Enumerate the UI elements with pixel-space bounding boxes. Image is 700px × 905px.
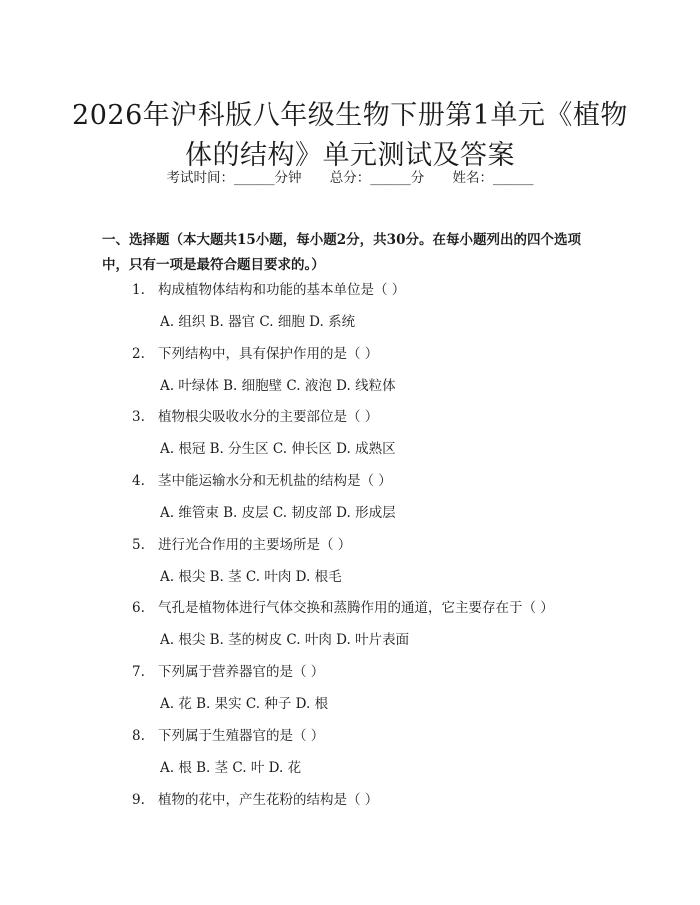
question-item <box>0 407 700 471</box>
question-options: A. 根 B. 茎 C. 叶 D. 花 <box>160 759 302 776</box>
question-text: 进行光合作用的主要场所是（ ） <box>158 536 352 553</box>
question-stem <box>132 662 324 682</box>
question-stem <box>132 598 554 618</box>
question-item <box>0 662 700 726</box>
question-number: 5. <box>132 536 145 553</box>
student-name-field: 姓名：______ <box>452 170 534 186</box>
question-text: 下列属于营养器官的是（ ） <box>158 664 325 681</box>
question-stem <box>132 344 378 364</box>
question-number: 9. <box>132 791 145 808</box>
question-item <box>0 535 700 599</box>
question-options: A. 根尖 B. 茎 C. 叶肉 D. 根毛 <box>160 568 342 585</box>
question-options: A. 花 B. 果实 C. 种子 D. 根 <box>160 696 329 713</box>
question-stem <box>132 280 405 300</box>
section-heading-multiple-choice: 一、选择题（本大题共15小题，每小题2分，共30分。在每小题列出的四个选项中，只有一项是最符合题目要求的。） <box>102 232 581 273</box>
question-options: A. 维管束 B. 皮层 C. 韧皮部 D. 形成层 <box>160 505 396 522</box>
question-number: 1. <box>132 282 145 298</box>
total-score-field: 总分：______分 <box>329 170 425 186</box>
question-item <box>0 344 700 408</box>
question-text: 构成植物体结构和功能的基本单位是（ ） <box>158 282 406 298</box>
question-text: 下列属于生殖器官的是（ ） <box>158 727 325 744</box>
question-stem <box>132 535 351 555</box>
exam-time-field: 考试时间：______分钟 <box>166 170 302 186</box>
question-text: 植物根尖吸收水分的主要部位是（ ） <box>158 409 379 426</box>
question-item <box>0 471 700 535</box>
question-stem <box>132 407 378 427</box>
question-number: 8. <box>132 727 145 744</box>
question-options: A. 根尖 B. 茎的树皮 C. 叶肉 D. 叶片表面 <box>160 632 410 649</box>
question-number: 6. <box>132 600 145 617</box>
question-stem <box>132 471 392 491</box>
question-item <box>0 726 700 790</box>
question-options: A. 组织 B. 器官 C. 细胞 D. 系统 <box>160 314 356 330</box>
question-list <box>0 280 700 853</box>
question-text: 气孔是植物体进行气体交换和蒸腾作用的通道，它主要存在于（ ） <box>158 600 554 617</box>
question-text: 下列结构中，具有保护作用的是（ ） <box>158 345 379 362</box>
question-options: A. 根冠 B. 分生区 C. 伸长区 D. 成熟区 <box>160 441 396 458</box>
question-item <box>0 790 700 854</box>
question-number: 7. <box>132 664 145 681</box>
question-text: 植物的花中，产生花粉的结构是（ ） <box>158 791 379 808</box>
question-stem <box>132 726 324 746</box>
exam-info-line <box>0 168 700 188</box>
question-options: A. 叶绿体 B. 细胞壁 C. 液泡 D. 线粒体 <box>160 377 396 394</box>
question-stem <box>132 790 378 810</box>
question-text: 茎中能运输水分和无机盐的结构是（ ） <box>158 473 392 490</box>
document-title: 2026年沪科版八年级生物下册第1单元《植物体的结构》单元测试及答案 <box>72 100 628 172</box>
question-number: 2. <box>132 345 145 362</box>
question-number: 3. <box>132 409 145 426</box>
question-item <box>0 280 700 344</box>
question-item <box>0 598 700 662</box>
question-number: 4. <box>132 473 145 490</box>
